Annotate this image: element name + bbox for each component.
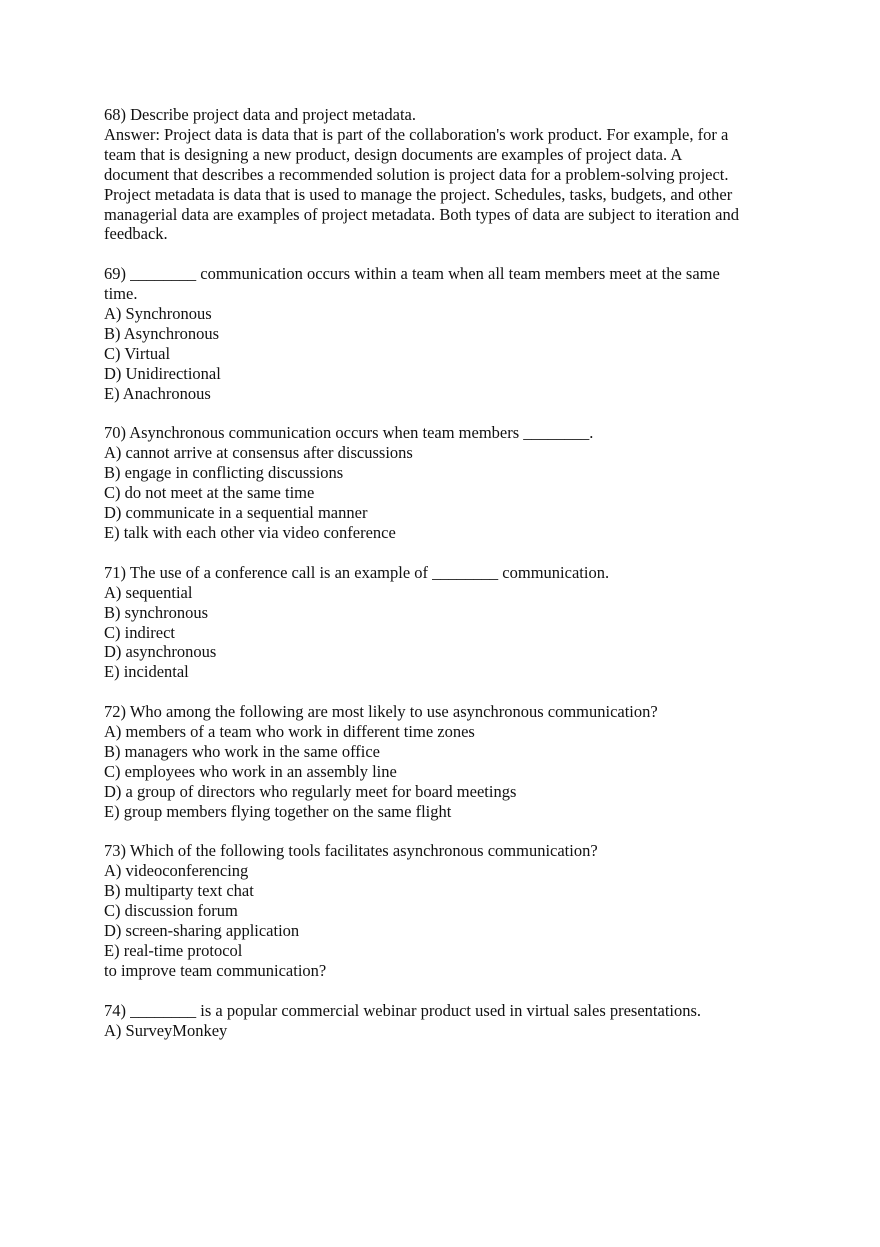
document-page	[104, 105, 784, 1060]
answer-line: document that describes a recommended solution is project data for a problem-solving project.	[104, 164, 729, 184]
option-c: C) do not meet at the same time	[104, 483, 315, 503]
question-68	[104, 105, 784, 244]
question-73	[104, 841, 784, 980]
answer-line: team that is designing a new product, design documents are examples of project data. A	[104, 144, 683, 164]
option-b: B) managers who work in the same office	[104, 741, 380, 761]
option-c: C) employees who work in an assembly line	[104, 761, 397, 781]
option-e: E) incidental	[104, 662, 189, 682]
question-text: 71) The use of a conference call is an example of ________ communication.	[104, 562, 610, 582]
question-text: 74) ________ is a popular commercial webinar product used in virtual sales presentations.	[104, 1000, 702, 1020]
option-e: E) Anachronous	[104, 383, 211, 403]
option-e: E) talk with each other via video conference	[104, 523, 396, 542]
answer-line: feedback.	[104, 224, 168, 244]
option-c: C) discussion forum	[104, 901, 238, 921]
question-72	[104, 702, 784, 821]
option-a: A) videoconferencing	[104, 861, 249, 881]
answer-line: Project metadata is data that is used to manage the project. Schedules, tasks, budgets, and other	[104, 184, 733, 204]
option-b: B) Asynchronous	[104, 323, 220, 343]
question-text: 68) Describe project data and project metadata.	[104, 105, 416, 124]
question-text: 70) Asynchronous communication occurs when team members ________.	[104, 423, 594, 443]
answer-line: managerial data are examples of project metadata. Both types of data are subject to iteration and	[104, 204, 739, 224]
option-d: D) Unidirectional	[104, 363, 221, 383]
option-b: B) synchronous	[104, 602, 209, 622]
option-c: C) indirect	[104, 622, 176, 642]
trailing-text: to improve team communication?	[104, 960, 327, 980]
option-d: D) screen-sharing application	[104, 921, 300, 941]
question-text: 72) Who among the following are most likely to use asynchronous communication?	[104, 702, 658, 722]
question-text: time.	[104, 284, 138, 304]
option-d: D) communicate in a sequential manner	[104, 503, 368, 523]
option-d: D) asynchronous	[104, 642, 217, 662]
question-74	[104, 1001, 784, 1041]
question-text: 73) Which of the following tools facilitates asynchronous communication?	[104, 841, 598, 861]
option-a: A) SurveyMonkey	[104, 1020, 228, 1040]
question-71	[104, 563, 784, 682]
option-a: A) members of a team who work in different time zones	[104, 722, 475, 742]
answer-line: Answer: Project data is data that is part of the collaboration's work product. For example, for a	[104, 124, 729, 144]
option-a: A) Synchronous	[104, 304, 212, 324]
question-70	[104, 423, 784, 542]
option-c: C) Virtual	[104, 343, 171, 363]
option-e: E) real-time protocol	[104, 940, 243, 960]
option-b: B) multiparty text chat	[104, 881, 254, 901]
option-e: E) group members flying together on the same flight	[104, 801, 452, 821]
option-b: B) engage in conflicting discussions	[104, 463, 344, 483]
option-d: D) a group of directors who regularly meet for board meetings	[104, 781, 517, 801]
option-a: A) sequential	[104, 582, 193, 602]
question-69	[104, 264, 784, 403]
option-a: A) cannot arrive at consensus after discussions	[104, 443, 413, 463]
question-text: 69) ________ communication occurs within a team when all team members meet at the same	[104, 264, 720, 284]
